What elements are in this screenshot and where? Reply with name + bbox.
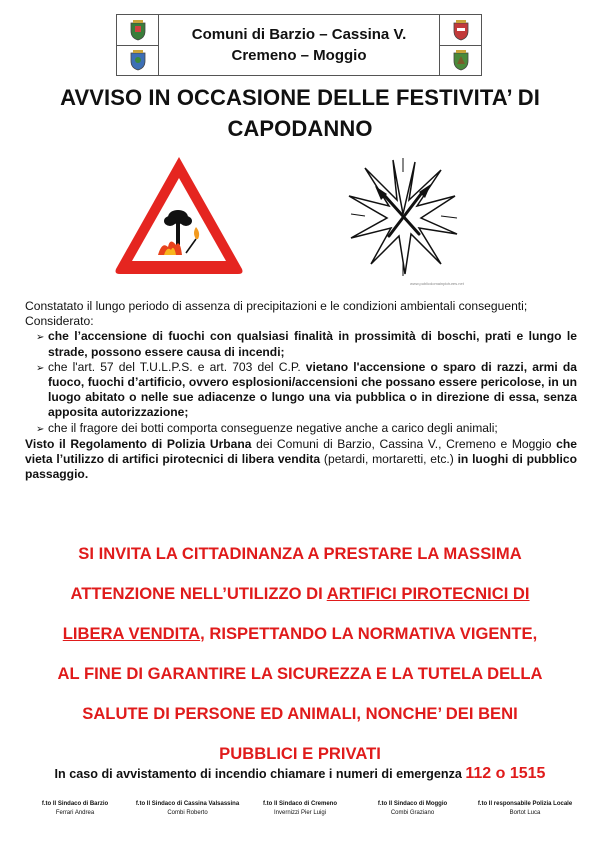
signature-role: f.to Il Sindaco di Cremeno	[262, 801, 337, 807]
arrow-bullet-icon: ➢	[36, 332, 45, 344]
appeal-line-5: SALUTE DI PERSONE ED ANIMALI, NONCHE’ DEI BENI	[82, 704, 518, 723]
bullet-text-bold: vietano l'accensione o sparo di razzi, armi da fuoco, fuochi d’artificio, ovvero esplosioni/accensioni che possano essere pericolose, in un luogo abitato o nelle sue adiacenze o lungo una via pubblica o in direzione di essa, senza apposita autorizzazione;	[48, 359, 577, 420]
title-line-2: CAPODANNO	[227, 116, 373, 141]
right-crests	[439, 15, 481, 75]
coat-of-arms-icon	[117, 15, 158, 45]
header-line-2: Cremeno – Moggio	[231, 47, 367, 64]
left-crests	[117, 15, 159, 75]
signature-block	[470, 800, 580, 818]
appeal-line-1: SI INVITA LA CITTADINANZA A PRESTARE LA MASSIMA	[78, 544, 522, 563]
appeal-underlined-b: LIBERA VENDITA	[62, 624, 201, 643]
municipalities-header	[116, 14, 482, 76]
list-item	[25, 329, 577, 359]
signature-name: Combi Roberto	[167, 810, 208, 816]
title-line-1: AVVISO IN OCCASIONE DELLE FESTIVITA’ DI	[60, 85, 540, 110]
signature-block	[358, 800, 468, 818]
page-title	[0, 82, 600, 144]
list-item	[25, 360, 577, 421]
appeal-line-2a: ATTENZIONE NELL’UTILIZZO DI	[70, 584, 327, 603]
bullet-text-normal: che l'art. 57 del T.U.L.P.S. e art. 703 del C.P.	[48, 359, 306, 374]
visto-bold-a: Visto il Regolamento di Polizia Urbana	[25, 436, 252, 451]
appeal-line-3	[0, 614, 600, 654]
visto-bold-c: in luoghi di pubblico passaggio.	[25, 452, 578, 482]
visto-bold-b: che vieta l’utilizzo di artifici pirotecnici di libera vendita	[25, 436, 577, 467]
firework-explosion-icon	[345, 156, 461, 283]
bullet-text: che il fragore dei botti comporta conseguenze negative anche a carico degli animali;	[48, 420, 498, 435]
appeal-line-3b: , RISPETTANDO LA NORMATIVA VIGENTE,	[200, 624, 538, 643]
signature-block	[245, 800, 355, 818]
paragraph-constatato: Constatato il lungo periodo di assenza di precipitazioni e le condizioni ambientali conseguenti;	[25, 299, 528, 313]
signature-role: f.to Il Sindaco di Cassina Valsassina	[135, 801, 240, 807]
emergency-text: In caso di avvistamento di incendio chiamare i numeri di emergenza	[54, 767, 466, 781]
signature-block	[20, 800, 130, 818]
coat-of-arms-icon	[440, 15, 481, 45]
appeal-text	[0, 534, 600, 774]
emergency-numbers: 112 o 1515	[465, 765, 546, 782]
visto-normal-b: (petardi, mortaretti, etc.)	[320, 452, 458, 467]
appeal-line-2	[0, 574, 600, 614]
signatures	[20, 800, 580, 818]
visto-normal-a: dei Comuni di Barzio, Cassina V., Cremeno e Moggio	[251, 436, 557, 451]
bullet-text: che l’accensione di fuochi con qualsiasi finalità in prossimità di boschi, prati e lungo le strade, possono essere causa di incendi;	[48, 329, 577, 359]
signature-name: Ferrari Andrea	[55, 810, 95, 816]
signature-name: Bortot Luca	[509, 810, 541, 816]
appeal-underlined-a: ARTIFICI PIROTECNICI DI	[326, 584, 530, 603]
bullet-text	[48, 360, 577, 421]
header-line-1: Comuni di Barzio – Cassina V.	[191, 26, 407, 43]
arrow-bullet-icon: ➢	[36, 362, 45, 374]
arrow-bullet-icon: ➢	[36, 423, 45, 435]
header-title	[159, 15, 439, 75]
signature-name: Combi Graziano	[390, 810, 435, 816]
paragraph-considerato: Considerato:	[25, 314, 94, 329]
signature-role: f.to Il Sindaco di Moggio	[377, 801, 448, 807]
coat-of-arms-icon	[440, 45, 481, 76]
appeal-line-6: PUBBLICI E PRIVATI	[219, 744, 381, 763]
coat-of-arms-icon	[117, 45, 158, 76]
emergency-notice	[0, 765, 600, 783]
signature-role: f.to Il responsabile Polizia Locale	[477, 801, 573, 807]
fire-warning-sign-icon	[112, 153, 246, 282]
signature-name: Invernizzi Pier Luigi	[273, 810, 327, 816]
signature-block	[133, 800, 243, 818]
notice-body	[25, 299, 577, 482]
list-item	[25, 421, 577, 437]
paragraph-visto	[25, 437, 577, 483]
appeal-line-4: AL FINE DI GARANTIRE LA SICUREZZA E LA TUTELA DELLA	[57, 664, 543, 683]
image-credit: www.publicdomainpictures.net	[410, 281, 464, 286]
signature-role: f.to Il Sindaco di Barzio	[41, 801, 109, 807]
